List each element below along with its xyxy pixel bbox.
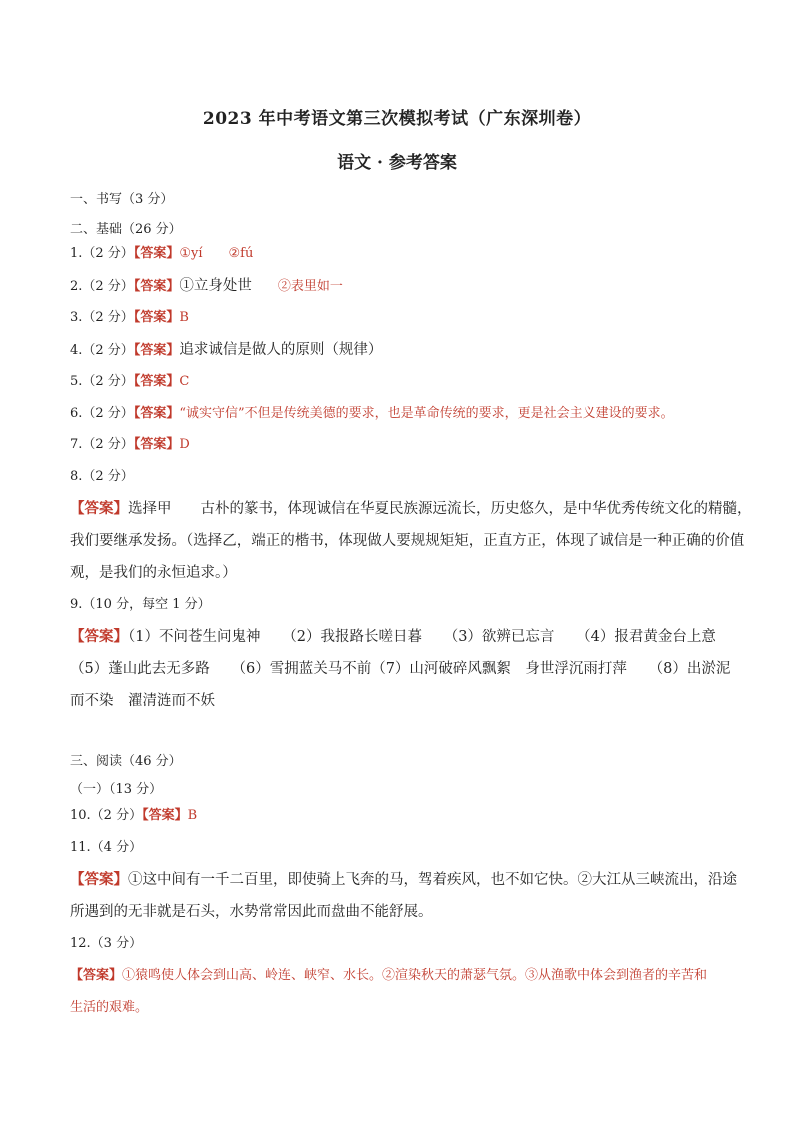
question-number: 3.（2 分） [70, 310, 134, 325]
answer-tag: 【答案】 [70, 871, 128, 888]
answer-line-q7 [70, 433, 190, 452]
answer-line-q11-2: 所遇到的无非就是石头，水势常常因此而盘曲不能舒展。 [70, 904, 433, 920]
question-number-q11: 11.（4 分） [70, 840, 143, 855]
answer-text: B [187, 808, 198, 823]
answer-text: C [179, 374, 190, 389]
answer-tag: 【答案】 [70, 628, 128, 645]
answer-text: ①立身处世 [179, 278, 252, 294]
question-number: 7.（2 分） [70, 437, 134, 452]
answer-tag: 【答案】 [133, 279, 180, 294]
answer-text: B [179, 310, 189, 325]
question-number-q9: 9.（10 分，每空 1 分） [70, 597, 211, 612]
answer-line-q9-3: 而不染 濯清涟而不妖 [70, 693, 215, 709]
answer-text: ①这中间有一千二百里，即使骑上飞奔的马，驾着疾风，也不如它快。②大江从三峡流出，沿途 [128, 872, 737, 888]
answer-line-q12-2: 生活的艰难。 [70, 1000, 149, 1015]
answer-text: 追求诚信是做人的原则（规律） [179, 342, 383, 358]
answer-text: “诚实守信”不但是传统美德的要求，也是革命传统的要求，更是社会主义建设的要求。 [179, 406, 674, 421]
answer-tag: 【答案】 [133, 406, 180, 421]
answer-text: ②fú [228, 246, 254, 261]
question-number: 2.（2 分） [70, 279, 134, 294]
answer-line-q8-3: 观，是我们的永恒追求。） [70, 565, 237, 581]
answer-text: 选择甲 古朴的篆书，体现诚信在华夏民族源远流长，历史悠久，是中华优秀传统文化的精髓， [128, 501, 752, 517]
question-number-q8: 8.（2 分） [70, 469, 134, 484]
answer-line-q4 [70, 338, 382, 359]
answer-tag: 【答案】 [142, 808, 188, 823]
answer-tag: 【答案】 [133, 437, 180, 452]
question-number: 10.（2 分） [70, 808, 143, 823]
question-number: 1.（2 分） [70, 246, 134, 261]
answer-line-q12-1 [70, 964, 707, 983]
page-title: 2023 年中考语文第三次模拟考试（广东深圳卷） [202, 109, 592, 129]
page-subtitle: 语文 · 参考答案 [337, 153, 457, 173]
answer-line-q8-1 [70, 497, 752, 518]
answer-tag: 【答案】 [133, 374, 180, 389]
answer-line-q6 [70, 402, 674, 421]
answer-text: ①猿鸣使人体会到山高、岭连、峡窄、水长。②渲染秋天的萧瑟气氛。③从渔歌中体会到渔者的辛苦和 [122, 968, 708, 983]
section-heading-reading: 三、阅读（46 分） [70, 754, 182, 769]
answer-line-q10 [70, 804, 197, 823]
answer-text: ②表里如一 [277, 279, 343, 294]
answer-tag: 【答案】 [133, 310, 180, 325]
answer-tag: 【答案】 [70, 500, 128, 517]
answer-line-q9-1 [70, 625, 716, 646]
section-heading-writing: 一、书写（3 分） [70, 192, 174, 207]
answer-tag: 【答案】 [133, 343, 180, 358]
answer-line-q5 [70, 370, 189, 389]
question-number-q12: 12.（3 分） [70, 936, 143, 951]
answer-tag: 【答案】 [133, 246, 180, 261]
section-subheading: （一）（13 分） [70, 782, 163, 797]
answer-line-q8-2: 我们要继承发扬。（选择乙，端正的楷书，体现做人要规规矩矩，正直方正，体现了诚信是一种正确的价值 [70, 533, 745, 549]
answer-text: ①yí [179, 246, 203, 261]
answer-line-q1 [70, 242, 253, 261]
answer-text: （1）不问苍生问鬼神 （2）我报路长嗟日暮 （3）欲辨已忘言 （4）报君黄金台上意 [128, 629, 716, 645]
answer-line-q11-1 [70, 868, 737, 889]
question-number: 4.（2 分） [70, 343, 134, 358]
section-heading-basics: 二、基础（26 分） [70, 222, 182, 237]
answer-line-q9-2: （5）蓬山此去无多路 （6）雪拥蓝关马不前（7）山河破碎风飘絮 身世浮沉雨打萍 （8）出淤泥 [70, 661, 731, 677]
question-number: 5.（2 分） [70, 374, 134, 389]
answer-text: D [179, 437, 190, 452]
answer-tag: 【答案】 [70, 968, 123, 983]
answer-line-q3 [70, 306, 189, 325]
question-number: 6.（2 分） [70, 406, 134, 421]
answer-line-q2 [70, 274, 343, 295]
